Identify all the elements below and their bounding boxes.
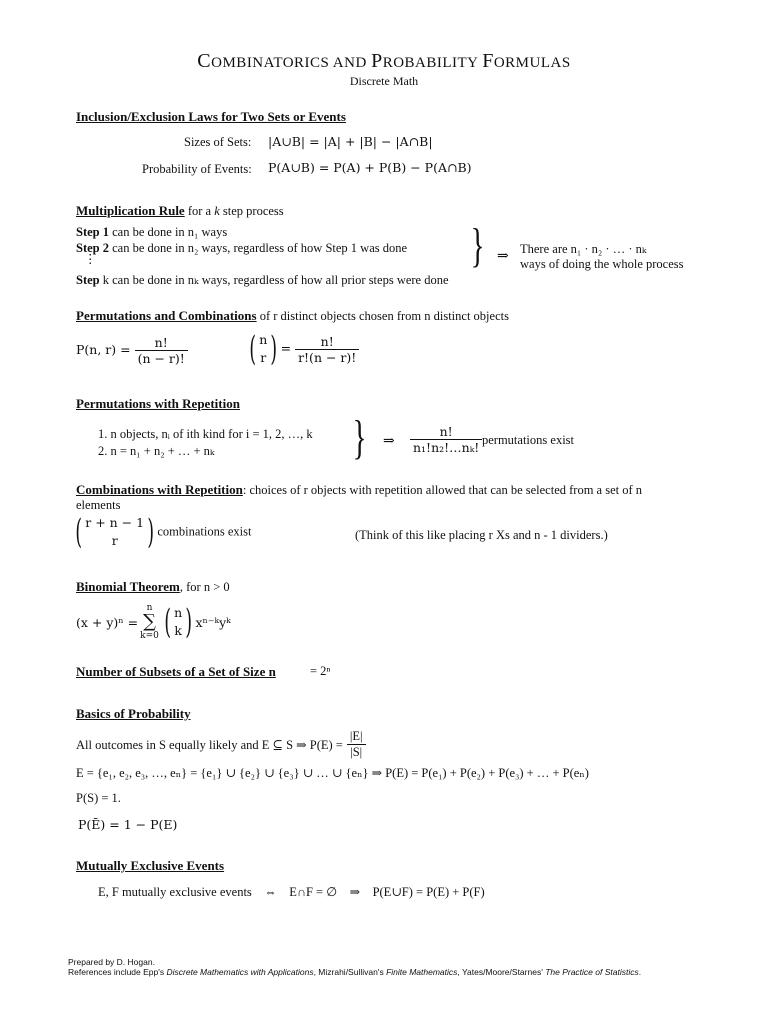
binomial-heading-rest: , for n > 0 xyxy=(179,580,230,594)
binom-top: n xyxy=(174,605,183,620)
subsets-heading: Number of Subsets of a Set of Size n xyxy=(76,664,276,679)
prob-formula: P(A∪B) = P(A) + P(B) − P(A∩B) xyxy=(268,160,472,175)
mult-heading: Multiplication Rule xyxy=(76,203,185,218)
ref-title: The Practice of Statistics xyxy=(545,967,639,977)
footer-references xyxy=(68,967,641,977)
sum-bot: k=0 xyxy=(140,631,159,641)
binomial-heading-line xyxy=(76,579,230,595)
ref-title: Discrete Mathematics with Applications xyxy=(166,967,314,977)
basics-heading: Basics of Probability xyxy=(76,706,191,721)
comb-rep-heading-rest: : choices of r objects with repetition allowed that can be selected from a set of n xyxy=(242,483,643,497)
step2-label: Step 2 xyxy=(76,241,109,255)
perm-den: (n − r)! xyxy=(137,351,185,366)
perm-lhs: P(n, r) = xyxy=(76,342,131,357)
mutex-line: E, F mutually exclusive events ⇔ E∩F = ∅ ⇒ P(E∪F) = P(E) + P(F) xyxy=(98,885,485,899)
basics-line3: P(S) = 1. xyxy=(76,791,121,805)
comb-rep-formula xyxy=(72,514,251,550)
binomial-rhs: xⁿ⁻ᵏyᵏ xyxy=(195,614,231,630)
page-subtitle: Discrete Math xyxy=(349,74,419,88)
binomial-heading: Binomial Theorem xyxy=(76,579,180,594)
basics-num: |E| xyxy=(347,729,366,745)
step1-label: Step 1 xyxy=(76,225,109,239)
ref-title: Finite Mathematics xyxy=(386,967,458,977)
basics-line1 xyxy=(76,729,366,760)
mult-heading-line xyxy=(76,203,284,219)
mult-step2 xyxy=(76,241,407,256)
vdots: ⋮ xyxy=(84,252,97,266)
comb-rep-result: combinations exist xyxy=(157,524,252,539)
basics-line1-text: All outcomes in S equally likely and E ⊆ S ⇒ P(E) = xyxy=(76,737,343,752)
stepk-label: Step xyxy=(76,273,100,287)
binom-bot: k xyxy=(174,623,182,638)
comb-rep-heading-line xyxy=(76,482,642,498)
stepk-text: k can be done in nₖ ways, regardless of how all prior steps were done xyxy=(99,273,449,287)
perm-rep-fraction xyxy=(410,424,482,455)
prob-label: Probability of Events: xyxy=(142,162,252,176)
title-part: C xyxy=(197,50,212,72)
mult-heading-rest: for a xyxy=(184,204,215,218)
footer-prepared: Prepared by D. Hogan. xyxy=(68,957,155,967)
mult-heading-rest2: step process xyxy=(219,204,284,218)
sum-top: n xyxy=(146,603,153,613)
perm-comb-heading-line xyxy=(76,308,509,324)
right-brace-icon: } xyxy=(470,219,485,272)
page-title xyxy=(0,50,768,73)
ref-text: , Yates/Moore/Starnes' xyxy=(457,967,546,977)
perm-rep-num: n! xyxy=(410,424,482,440)
comb-rep-heading-rest2: elements xyxy=(76,498,121,512)
mult-result-2: ways of doing the whole process xyxy=(520,257,684,271)
ref-text: References include Epp's xyxy=(68,967,167,977)
comb-rep-binomial: ( r + n − 1 r ) xyxy=(75,512,155,552)
basics-line2: E = {e₁, e₂, e₃, …, eₙ} = {e₁} ∪ {e₂} ∪ {e₃} ∪ … ∪ {eₙ} ⇒ P(E) = P(e₁) + P(e₂) + P(e₃) + … + P(eₙ) xyxy=(76,766,589,780)
comb-formula xyxy=(246,331,359,367)
mult-result-1: There are n₁ · n₂ · … · nₖ xyxy=(520,242,647,256)
right-brace-icon: } xyxy=(352,411,367,464)
title-part: F xyxy=(482,50,494,72)
step1-text: can be done in n₁ ways xyxy=(109,225,228,239)
sizes-formula: |A∪B| = |A| + |B| − |A∩B| xyxy=(268,134,433,149)
mult-heading-k: k xyxy=(214,204,220,218)
mult-stepk xyxy=(76,272,449,288)
perm-num: n! xyxy=(135,335,188,351)
ref-text: , Mizrahi/Sullivan's xyxy=(313,967,387,977)
implies-icon: ⇒ xyxy=(383,434,395,449)
basics-den: |S| xyxy=(350,745,363,759)
perm-comb-heading-rest: of r distinct objects chosen from n distinct objects xyxy=(256,309,509,323)
comb-eq: = xyxy=(280,340,292,356)
ref-text: . xyxy=(638,967,642,977)
implies-icon: ⇒ xyxy=(497,249,509,264)
perm-rep-item2: 2. n = n₁ + n₂ + … + nₖ xyxy=(98,444,215,458)
basics-fraction xyxy=(347,729,366,760)
comb-rep-note: (Think of this like placing r Xs and n - 1 dividers.) xyxy=(355,528,608,542)
mult-step1 xyxy=(76,225,227,240)
comb-rep-heading: Combinations with Repetition xyxy=(76,482,243,497)
perm-rep-den: n₁!n₂!…nₖ! xyxy=(413,440,480,455)
title-part: ROBABILITY xyxy=(382,55,483,71)
comb-top: n xyxy=(259,332,268,347)
title-part: ORMULAS xyxy=(493,55,571,71)
comb-den: r!(n − r)! xyxy=(298,349,357,365)
perm-comb-heading: Permutations and Combinations xyxy=(76,308,257,323)
sizes-label: Sizes of Sets: xyxy=(184,135,252,149)
basics-line4: P(Ē) = 1 − P(E) xyxy=(78,817,178,832)
step2-text: can be done in n₂ ways, regardless of how Step 1 was done xyxy=(109,241,408,255)
binomial-lhs: (x + y)ⁿ = xyxy=(76,614,139,630)
comb-rep-top: r + n − 1 xyxy=(85,515,145,530)
perm-formula xyxy=(76,335,188,366)
perm-rep-result: permutations exist xyxy=(482,433,574,447)
perm-rep-heading: Permutations with Repetition xyxy=(76,396,240,411)
mutex-heading: Mutually Exclusive Events xyxy=(76,858,225,873)
title-part: P xyxy=(371,50,383,72)
binomial-coef: ( n k ) xyxy=(164,602,193,642)
subsets-value: = 2ⁿ xyxy=(310,664,331,678)
incl-excl-heading: Inclusion/Exclusion Laws for Two Sets or Events xyxy=(76,109,346,124)
comb-num: n! xyxy=(295,334,359,350)
comb-rep-bot: r xyxy=(111,533,118,548)
comb-bot: r xyxy=(260,350,267,365)
binomial-formula xyxy=(76,602,231,642)
perm-fraction xyxy=(135,335,188,366)
comb-fraction xyxy=(295,334,359,365)
title-part: OMBINATORICS AND xyxy=(211,55,372,71)
perm-rep-item1: 1. n objects, nᵢ of ith kind for i = 1, 2, …, k xyxy=(98,427,313,441)
summation xyxy=(140,602,159,642)
sum-icon: ∑ xyxy=(143,611,156,632)
comb-binomial: ( n r ) xyxy=(249,329,278,369)
